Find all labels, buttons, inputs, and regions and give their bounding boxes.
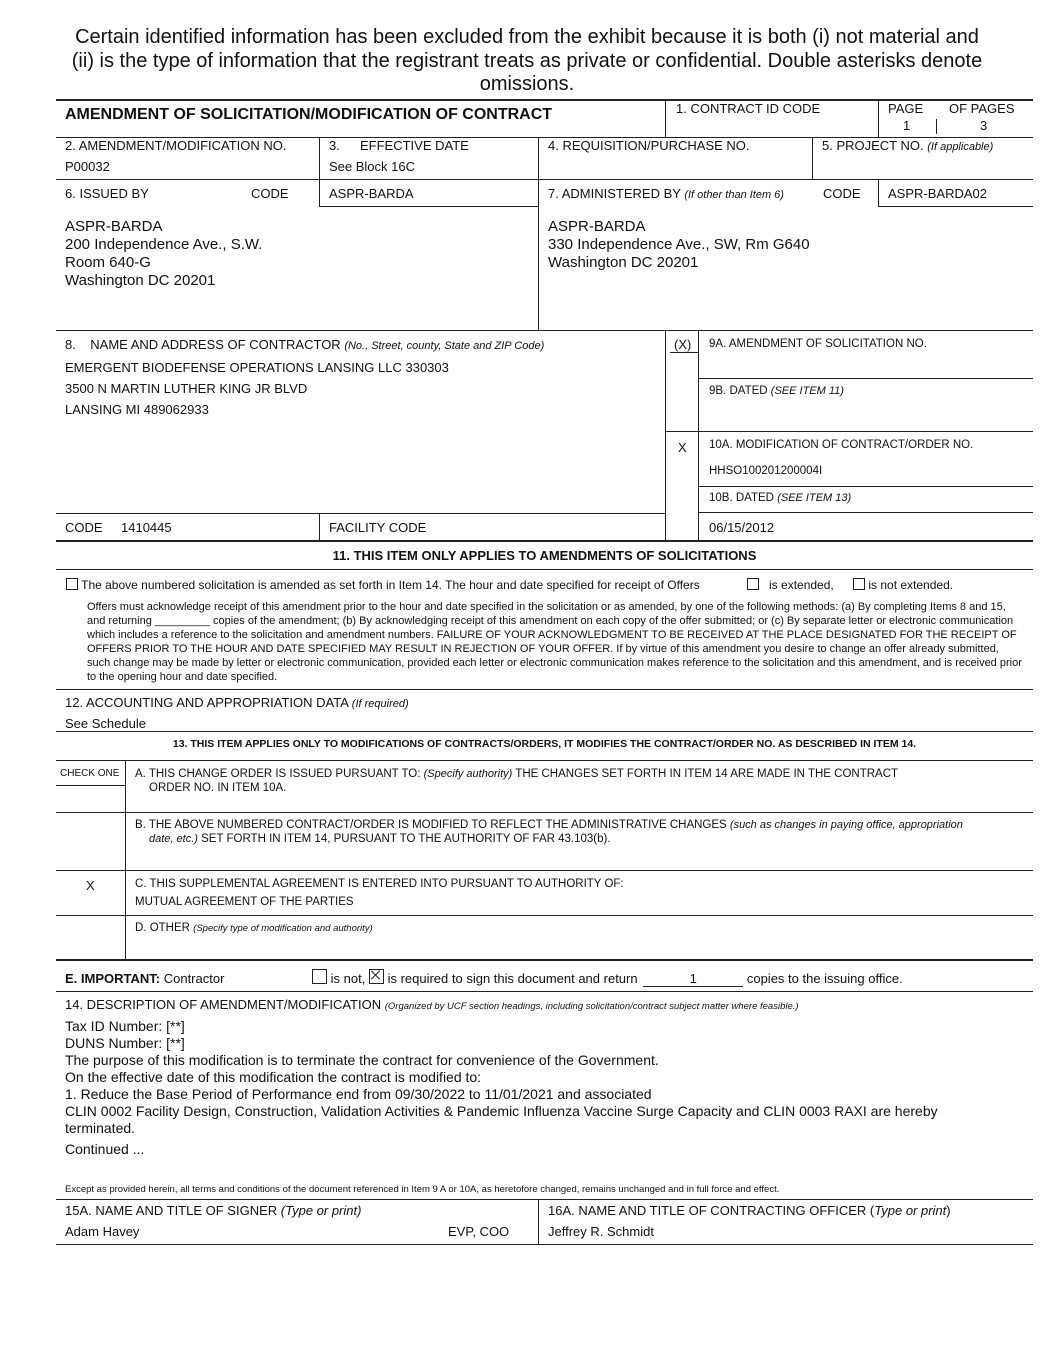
page-number: 1 [903,118,911,133]
option-a-text: A. THIS CHANGE ORDER IS ISSUED PURSUANT TO: (Specify authority) THE CHANGES SET FORTH IN ITEM 14 ARE MADE IN THE CONTRACT [135,768,899,780]
modification-contract-label: 10A. MODIFICATION OF CONTRACT/ORDER NO. [709,439,974,451]
form-title: AMENDMENT OF SOLICITATION/MODIFICATION OF CONTRACT [65,106,553,123]
accounting-value: See Schedule [65,716,146,731]
contractor-line: LANSING MI 489062933 [65,402,209,417]
description-line: CLIN 0002 Facility Design, Construction, Validation Activities & Pandemic Influenza Vaccine Surge Capacity and CLIN 0003 RAXI are hereby [65,1103,938,1119]
address-line: 330 Independence Ave., SW, Rm G640 [548,236,810,253]
issued-by-code-label: CODE [251,186,289,201]
address-line: Washington DC 20201 [65,272,216,289]
except-text: Except as provided herein, all terms and conditions of the document referenced in Item 9 A or 10A, as heretofore changed, remains unchanged and in full force and effect. [65,1184,780,1195]
administered-by-address [548,218,810,272]
description-line: terminated. [65,1120,136,1136]
contractor-code: 1410445 [121,520,172,535]
redaction-notice: Certain identified information has been excluded from the exhibit because it is both (i) not material and (ii) is the type of information that the registrant treats as private or confidential. Double asterisks denote omissions. [71,26,983,95]
section-13-title: 13. THIS ITEM APPLIES ONLY TO MODIFICATIONS OF CONTRACTS/ORDERS, IT MODIFIES THE CONTRACT/ORDER NO. AS DESCRIBED IN ITEM 14. [172,738,917,750]
effective-date-value: See Block 16C [329,159,415,174]
requisition-label: 4. REQUISITION/PURCHASE NO. [548,138,750,153]
extended-option: is extended, [747,578,834,592]
option-c-text: C. THIS SUPPLEMENTAL AGREEMENT IS ENTERED INTO PURSUANT TO AUTHORITY OF: [135,878,624,890]
address-line: Washington DC 20201 [548,254,699,271]
check-one-label: CHECK ONE [60,768,120,779]
signer-title: EVP, COO [448,1224,510,1239]
contractor-address [65,357,449,420]
contractor-label: 8. NAME AND ADDRESS OF CONTRACTOR (No., Street, county, State and ZIP Code) [65,337,545,352]
dated-10b-value: 06/15/2012 [709,520,775,535]
x-mark-10a: X [678,440,687,455]
address-line: ASPR-BARDA [548,218,646,235]
important-options: is not, is required to sign this document and return 1 copies to the issuing office. [312,969,903,987]
contractor-code-label: CODE [65,520,103,535]
description-body [65,1018,1025,1137]
section-11-line: The above numbered solicitation is amended as set forth in Item 14. The hour and date specified for receipt of Offers [66,578,700,592]
contract-id-code-label: 1. CONTRACT ID CODE [676,101,821,116]
is-required-checkbox[interactable] [369,969,384,984]
amendment-solicitation-label: 9A. AMENDMENT OF SOLICITATION NO. [709,338,927,350]
not-extended-checkbox[interactable] [853,578,865,590]
section-11-paragraph: Offers must acknowledge receipt of this amendment prior to the hour and date specified in the solicitation or as amended, by one of the following methods: (a) By completing Items 8 and 15, and returning _________ copies of the amendment; (b) By acknowledging receipt of this amendment on each copy of the offer submitted; or (c) By separate letter or electronic communication which includes a reference to the solicitation and amendment numbers. FAILURE OF YOUR ACKNOWLEDGMENT TO BE RECEIVED AT THE PLACE DESIGNATED FOR THE RECEIPT OF OFFERS PRIOR TO THE HOUR AND DATE SPECIFIED MAY RESULT IN REJECTION OF YOUR OFFER. If by virtue of this amendment you desire to change an offer already submitted, such change may be made by letter or electronic communication, provided each letter or electronic communication makes reference to the solicitation and this amendment, and is received prior to the opening hour and date specified. [87,601,1022,683]
copies-count: 1 [643,971,743,987]
important-row: E. IMPORTANT: Contractor [65,971,225,986]
description-line: On the effective date of this modification the contract is modified to: [65,1069,482,1085]
administered-by-label: 7. ADMINISTERED BY (If other than Item 6) [548,186,784,201]
project-no-label: 5. PROJECT NO. (If applicable) [822,138,994,153]
page-label: PAGE [888,101,924,116]
accounting-label: 12. ACCOUNTING AND APPROPRIATION DATA (If required) [65,695,409,710]
option-b-line2: date, etc.) SET FORTH IN ITEM 14, PURSUANT TO THE AUTHORITY OF FAR 43.103(b). [149,833,611,845]
address-line: ASPR-BARDA [65,218,163,235]
not-extended-option: is not extended. [853,578,953,592]
description-line: 1. Reduce the Base Period of Performance end from 09/30/2022 to 11/01/2021 and associated [65,1086,652,1102]
issued-by-label: 6. ISSUED BY [65,186,149,201]
effective-date-label: EFFECTIVE DATE [360,138,469,153]
contractor-line: 3500 N MARTIN LUTHER KING JR BLVD [65,381,308,396]
facility-code-label: FACILITY CODE [329,520,427,535]
modification-contract-value: HHSO100201200004I [709,465,823,477]
option-b-text: B. THE ABOVE NUMBERED CONTRACT/ORDER IS MODIFIED TO REFLECT THE ADMINISTRATIVE CHANGES (such as changes in paying office, appropriation [135,819,963,831]
is-not-checkbox[interactable] [312,969,327,984]
description-line: DUNS Number: [**] [65,1035,185,1051]
section-11-title: 11. THIS ITEM ONLY APPLIES TO AMENDMENTS OF SOLICITATIONS [332,548,757,563]
extended-checkbox[interactable] [747,578,759,590]
issued-by-address [65,218,262,290]
dated-9b-label: 9B. DATED (SEE ITEM 11) [709,385,844,397]
description-line: Tax ID Number: [**] [65,1018,185,1034]
continued-text: Continued ... [65,1141,145,1157]
of-pages-label: OF PAGES [949,101,1015,116]
contracting-officer-label: 16A. NAME AND TITLE OF CONTRACTING OFFICER (Type or print) [548,1203,951,1218]
page-total: 3 [980,118,988,133]
option-a-line2: ORDER NO. IN ITEM 10A. [149,782,287,794]
amendment-no-label: 2. AMENDMENT/MODIFICATION NO. [65,138,287,153]
option-c-value: MUTUAL AGREEMENT OF THE PARTIES [135,896,354,908]
description-label: 14. DESCRIPTION OF AMENDMENT/MODIFICATION (Organized by UCF section headings, including solicitation/contract subject matter where feasible.) [65,997,799,1012]
issued-by-code: ASPR-BARDA [329,186,414,201]
amended-checkbox[interactable] [66,578,78,590]
effective-date-num: 3. [329,138,340,153]
contracting-officer-name: Jeffrey R. Schmidt [548,1224,654,1239]
signer-name: Adam Havey [65,1224,140,1239]
x-column-header: (X) [674,337,692,352]
dated-10b-label: 10B. DATED (SEE ITEM 13) [709,492,852,504]
description-line: The purpose of this modification is to terminate the contract for convenience of the Government. [65,1052,659,1068]
option-c-mark: X [86,878,95,893]
signer-label: 15A. NAME AND TITLE OF SIGNER (Type or print) [65,1203,362,1218]
address-line: 200 Independence Ave., S.W. [65,236,263,253]
amendment-no-value: P00032 [65,159,110,174]
contractor-line: EMERGENT BIODEFENSE OPERATIONS LANSING LLC 330303 [65,360,449,375]
address-line: Room 640-G [65,254,151,271]
administered-by-code-label: CODE [823,186,861,201]
administered-by-code: ASPR-BARDA02 [888,186,987,201]
option-d-text: D. OTHER (Specify type of modification and authority) [135,922,373,934]
